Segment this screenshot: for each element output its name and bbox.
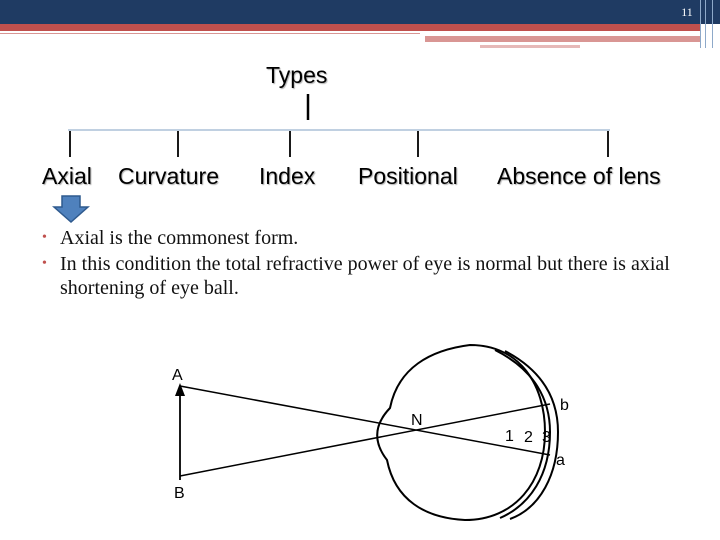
label-a-upper: A [172,367,183,384]
bullet-text: In this condition the total refractive power of eye is normal but there is axial shortening of eye ball. [60,253,670,299]
bullet-item [42,252,682,300]
eye-diagram [172,345,569,520]
bullet-dot-icon: • [42,256,47,271]
tree-title: Types [266,62,328,88]
object-arrow-head [175,383,185,396]
label-two: 2 [524,429,533,446]
down-arrow-icon [54,196,88,222]
bullet-item [42,226,682,250]
ray-a [180,386,550,455]
ray-b [180,404,550,476]
label-nodal-point: N [411,412,423,429]
label-three: 3 [542,429,551,446]
bullet-text: Axial is the commonest form. [60,227,299,249]
label-b-lower: B [174,485,185,502]
type-label-index: Index [259,163,316,189]
label-a-right: a [556,452,565,469]
label-b-right: b [560,397,569,414]
type-label-curvature: Curvature [118,163,219,189]
type-label-positional: Positional [358,163,458,189]
slide-number: 11 [681,5,693,19]
type-label-absence-of-lens: Absence of lens [497,163,661,189]
bullet-dot-icon: • [42,230,47,245]
label-one: 1 [505,428,514,445]
type-label-axial: Axial [42,163,92,189]
bullet-list [42,226,682,302]
